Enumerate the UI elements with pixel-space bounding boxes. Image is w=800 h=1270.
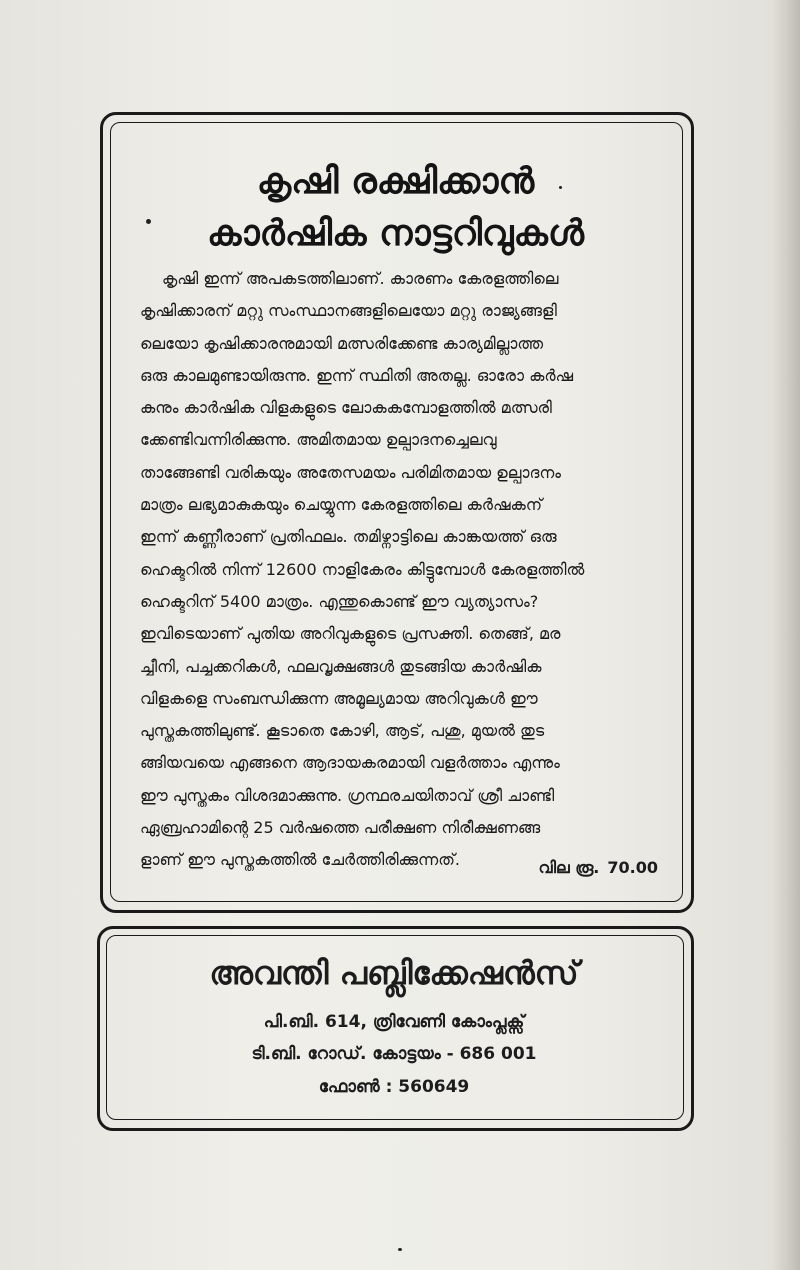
print-speck xyxy=(559,186,562,189)
blurb-line: ളാണ് ഈ പുസ്തകത്തിൽ ചേർത്തിരിക്കുന്നത്. xyxy=(140,850,460,870)
blurb-line: ച്ചീനി, പച്ചക്കറികൾ, ഫലവൃക്ഷങ്ങൾ തുടങ്ങിയ കാർഷിക xyxy=(140,656,542,676)
book-title-line-2: കാർഷിക നാട്ടറിവുകൾ xyxy=(207,213,584,254)
blurb-line: ഒരു കാലമുണ്ടായിരുന്നു. ഇന്ന് സ്ഥിതി അതല്ല. ഓരോ കർഷ xyxy=(140,365,574,385)
blurb-line: കൃഷി ഇന്ന് അപകടത്തിലാണ്. കാരണം കേരളത്തിലെ xyxy=(162,269,559,288)
blurb-line: താങ്ങേണ്ടി വരികയും അതേസമയം പരിമിതമായ ഉല്പാദനം xyxy=(140,462,561,482)
publisher-address-line-1: പി.ബി. 614, ത്രിവേണി കോംപ്ലക്സ് xyxy=(263,1012,525,1032)
book-title-line-1: കൃഷി രക്ഷിക്കാൻ xyxy=(256,161,535,202)
price-value: 70.00 xyxy=(607,858,658,877)
print-speck xyxy=(398,1248,402,1251)
blurb-text xyxy=(140,263,664,877)
price xyxy=(530,858,658,878)
blurb-line: ങ്ങിയവയെ എങ്ങനെ ആദായകരമായി വളർത്താം എന്നും xyxy=(140,753,560,773)
print-speck xyxy=(146,219,151,224)
publisher-name: അവന്തി പബ്ലിക്കേഷൻസ് xyxy=(209,954,579,992)
blurb-line: ഇന്ന് കണ്ണീരാണ് പ്രതിഫലം. തമിഴ്നാട്ടിലെ കാങ്കയത്ത് ഒരു xyxy=(140,527,557,547)
blurb-line: ക്കേണ്ടിവന്നിരിക്കുന്നു. അമിതമായ ഉല്പാദനച്ചെലവു xyxy=(140,430,497,450)
blurb-line: കനും കാർഷിക വിളകളുടെ ലോകകമ്പോളത്തിൽ മത്സരി xyxy=(140,398,552,418)
blurb-line: ലെയോ കൃഷിക്കാരനുമായി മത്സരിക്കേണ്ട കാര്യമില്ലാത്ത xyxy=(140,333,544,353)
blurb-line: പുസ്തകത്തിലുണ്ട്. കൂടാതെ കോഴി, ആട്, പശു, മുയൽ തുട xyxy=(140,721,545,741)
blurb-line: ഇവിടെയാണ് പുതിയ അറിവുകളുടെ പ്രസക്തി. തെങ്ങ്, മര xyxy=(140,624,561,644)
blurb-line: കൃഷിക്കാരന് മറ്റു സംസ്ഥാനങ്ങളിലെയോ മറ്റു രാജ്യങ്ങളി xyxy=(140,301,557,321)
publisher-address-line-2: ടി.ബി. റോഡ്. കോട്ടയം - 686 001 xyxy=(251,1044,537,1064)
blurb-line: മാത്രം ലഭ്യമാകുകയും ചെയ്യുന്ന കേരളത്തിലെ കർഷകന് xyxy=(140,495,543,515)
price-label: വില രൂ. xyxy=(538,858,600,877)
blurb-line: ഏബ്രഹാമിന്റെ 25 വർഷത്തെ പരീക്ഷണ നിരീക്ഷണങ്ങ xyxy=(140,818,541,838)
blurb-line: ഹെക്ടറിൽ നിന്ന് 12600 നാളികേരം കിട്ടുമ്പോൾ കേരളത്തിൽ xyxy=(140,559,585,579)
publisher-phone: ഫോൺ : 560649 xyxy=(318,1077,470,1097)
spine-shadow xyxy=(772,0,800,1270)
blurb-line: വിളകളെ സംബന്ധിക്കുന്ന അമൂല്യമായ അറിവുകൾ ഈ xyxy=(140,688,538,708)
blurb-line: ഈ പുസ്തകം വിശദമാക്കുന്നു. ഗ്രന്ഥരചയിതാവ് ശ്രീ ചാണ്ടി xyxy=(140,785,555,805)
blurb-line: ഹെക്ടറിന് 5400 മാത്രം. എന്തുകൊണ്ട് ഈ വ്യത്യാസം? xyxy=(140,591,539,611)
